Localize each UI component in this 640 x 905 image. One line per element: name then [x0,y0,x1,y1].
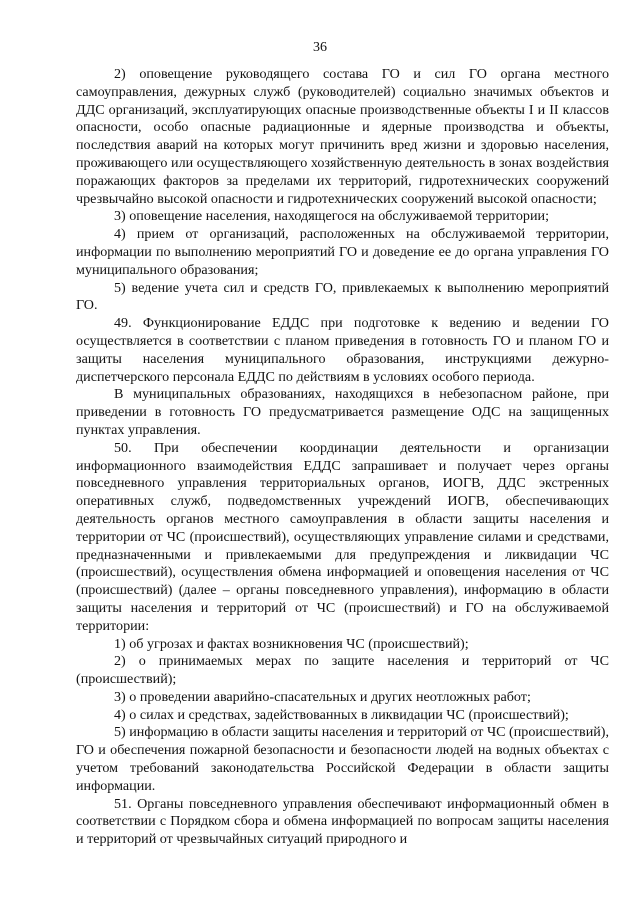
paragraph: 50. При обеспечении координации деятельности и организации информационного взаимодействия ЕДДС запрашивает и получает через органы повседневного управления территориальных органов, ИОГВ, ДДС экстренных оперативных служб, подведомственных учреждений ИОГВ, обеспечивающих деятельность органов местного самоуправления в области защиты населения и территории от ЧС (происшествий), осуществляющих управление силами и средствами, предназначенными и привлекаемыми для предупреждения и ликвидации ЧС (происшествий), осуществления обмена информацией и оповещения населения от ЧС (происшествий) (далее – органы повседневного управления), информацию в области защиты населения и территорий от ЧС (происшествий) и ГО на обслуживаемой территории: [76,439,609,634]
paragraph: 4) о силах и средствах, задействованных в ликвидации ЧС (происшествий); [114,706,569,723]
page-number: 36 [313,40,327,55]
paragraph: 3) оповещение населения, находящегося на обслуживаемой территории; [114,208,549,225]
document-body [76,66,609,849]
paragraph: 5) ведение учета сил и средств ГО, привлекаемых к выполнению мероприятий ГО. [76,279,609,314]
paragraph: 49. Функционирование ЕДДС при подготовке к ведению и ведении ГО осуществляется в соответствии с планом приведения в готовность ГО и планом ГО и защиты населения муниципального образования, инструкциями дежурно-диспетчерского персонала ЕДДС по действиям в условиях особого периода. [76,315,609,385]
paragraph: 3) о проведении аварийно-спасательных и других неотложных работ; [114,688,531,705]
paragraph: 1) об угрозах и фактах возникновения ЧС (происшествий); [114,635,469,652]
paragraph: 51. Органы повседневного управления обеспечивают информационный обмен в соответствии с Порядком сбора и обмена информацией по вопросам защиты населения и территорий от чрезвычайных ситуаций природного и [76,795,609,848]
paragraph: 2) о принимаемых мерах по защите населения и территорий от ЧС (происшествий); [76,653,609,688]
paragraph: 4) прием от организаций, расположенных на обслуживаемой территории, информации по выполнению мероприятий ГО и доведение ее до органа управления ГО муниципального образования; [76,226,609,278]
paragraph: 5) информацию в области защиты населения и территорий от ЧС (происшествий), ГО и обеспечения пожарной безопасности и безопасности людей на водных объектах с учетом требований законодательства Российской Федерации в области защиты информации. [76,724,609,794]
paragraph: 2) оповещение руководящего состава ГО и сил ГО органа местного самоуправления, дежурных служб (руководителей) социально значимых объектов и ДДС организаций, эксплуатирующих опасные производственные объекты I и II классов опасности, особо опасные радиационные и ядерные производства и объекты, последствия аварий на которых могут причинить вред жизни и здоровью населения, проживающего или осуществляющего хозяйственную деятельность в зонах воздействия поражающих факторов за пределами их территорий, гидротехнических сооружений чрезвычайно высокой опасности и гидротехнических сооружений высокой опасности; [76,66,609,207]
paragraph: В муниципальных образованиях, находящихся в небезопасном районе, при приведении в готовность ГО предусматривается размещение ОДС на защищенных пунктах управления. [76,386,609,438]
